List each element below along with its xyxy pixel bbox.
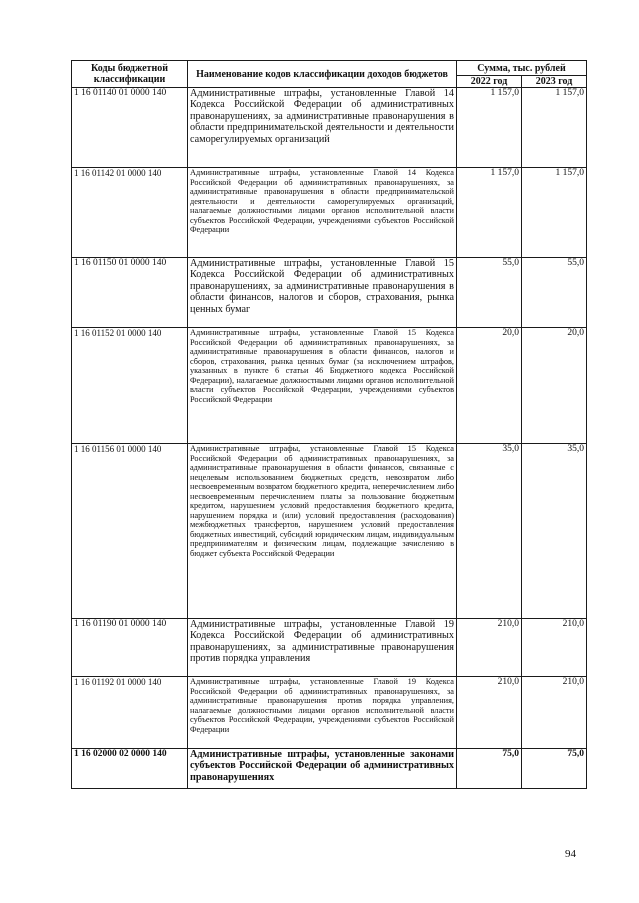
row-description: Административные штрафы, установленные Главой 15 Кодекса Российской Федерации об административных правонарушениях, за административные правонарушения в области финансов, налогов и сборов, страхования, рынка ценных бумаг (за исключением штрафов, указанных в пункте 6 статьи 46 Бюджетного кодекса Российской Федерации), налагаемые должностными лицами органов исполнительной власти субъектов Российской Федерации, учреждениями субъектов Российской Федерации: [188, 328, 457, 444]
table-row: [72, 168, 587, 258]
table-row: [72, 444, 587, 619]
row-value-2023: 1 157,0: [522, 168, 587, 258]
row-value-2023: 1 157,0: [522, 88, 587, 168]
header-codes: Коды бюджетной классификации: [72, 61, 188, 88]
page-number: 94: [565, 848, 576, 860]
row-value-2022: 1 157,0: [457, 168, 522, 258]
row-description: Административные штрафы, установленные законами субъектов Российской Федерации об административных правонарушениях: [188, 749, 457, 789]
row-code: 1 16 01142 01 0000 140: [72, 168, 188, 258]
row-value-2022: 35,0: [457, 444, 522, 619]
row-code: 1 16 01190 01 0000 140: [72, 619, 188, 677]
row-value-2022: 55,0: [457, 258, 522, 328]
header-names: Наименование кодов классификации доходов бюджетов: [188, 61, 457, 88]
table-row: [72, 677, 587, 749]
header-sum: Сумма, тыс. рублей: [457, 61, 587, 76]
row-code: 1 16 01156 01 0000 140: [72, 444, 188, 619]
row-description: Административные штрафы, установленные Главой 19 Кодекса Российской Федерации об административных правонарушениях, за административные правонарушения против порядка управления: [188, 619, 457, 677]
row-value-2023: 55,0: [522, 258, 587, 328]
budget-revenue-table: [71, 60, 587, 789]
row-value-2022: 75,0: [457, 749, 522, 789]
row-description: Административные штрафы, установленные Главой 14 Кодекса Российской Федерации об административных правонарушениях, за административные правонарушения в области предпринимательской деятельности и деятельности саморегулируемых организаций, налагаемые должностными лицами органов исполнительной власти субъектов Российской Федерации, учреждениями субъектов Российской Федерации: [188, 168, 457, 258]
row-code: 1 16 01140 01 0000 140: [72, 88, 188, 168]
row-value-2022: 20,0: [457, 328, 522, 444]
row-value-2022: 1 157,0: [457, 88, 522, 168]
table-row: [72, 328, 587, 444]
row-code: 1 16 01150 01 0000 140: [72, 258, 188, 328]
row-value-2023: 35,0: [522, 444, 587, 619]
header-year-2022: 2022 год: [457, 76, 522, 88]
row-value-2023: 20,0: [522, 328, 587, 444]
table-row: [72, 749, 587, 789]
row-value-2023: 210,0: [522, 677, 587, 749]
row-description: Административные штрафы, установленные Главой 19 Кодекса Российской Федерации об административных правонарушениях, за административные правонарушения против порядка управления, налагаемые должностными лицами органов исполнительной власти субъектов Российской Федерации, учреждениями субъектов Российской Федерации: [188, 677, 457, 749]
row-value-2022: 210,0: [457, 619, 522, 677]
table-row: [72, 619, 587, 677]
row-code: 1 16 02000 02 0000 140: [72, 749, 188, 789]
row-description: Административные штрафы, установленные Главой 14 Кодекса Российской Федерации об административных правонарушениях, за административные правонарушения в области предпринимательской деятельности и деятельности саморегулируемых организаций: [188, 88, 457, 168]
table-row: [72, 258, 587, 328]
table-row: [72, 88, 587, 168]
row-value-2023: 210,0: [522, 619, 587, 677]
header-year-2023: 2023 год: [522, 76, 587, 88]
row-description: Административные штрафы, установленные Главой 15 Кодекса Российской Федерации об административных правонарушениях, за административные правонарушения в области финансов, налогов и сборов, страхования, рынка ценных бумаг: [188, 258, 457, 328]
row-value-2023: 75,0: [522, 749, 587, 789]
row-description: Административные штрафы, установленные Главой 15 Кодекса Российской Федерации об административных правонарушениях, за административные правонарушения в области финансов, связанные с нецелевым использованием бюджетных средств, невозвратом либо несвоевременным возвратом бюджетного кредита, неперечислением либо несвоевременным перечислением платы за пользование бюджетным кредитом, нарушением условий предоставления бюджетного кредита, нарушением порядка и (или) условий предоставления (расходования) межбюджетных трансфертов, нарушением условий предоставления бюджетных инвестиций, субсидий юридическим лицам, индивидуальным предпринимателям и физическим лицам, подлежащие зачислению в бюджет субъекта Российской Федерации: [188, 444, 457, 619]
row-code: 1 16 01192 01 0000 140: [72, 677, 188, 749]
row-value-2022: 210,0: [457, 677, 522, 749]
row-code: 1 16 01152 01 0000 140: [72, 328, 188, 444]
